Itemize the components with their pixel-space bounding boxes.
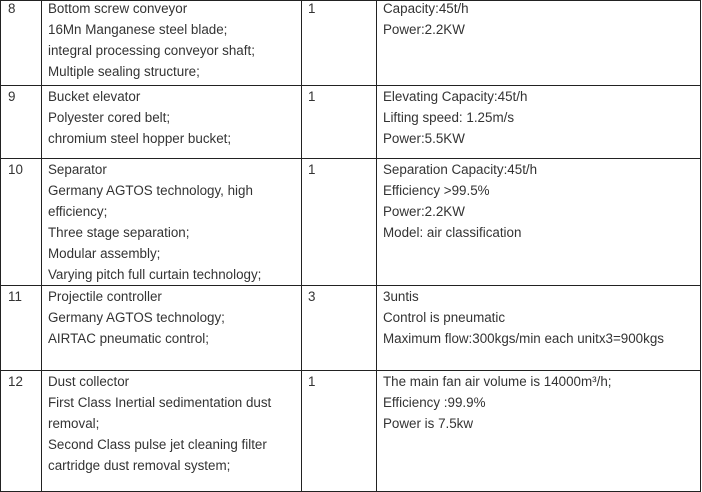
table-row xyxy=(1,286,701,371)
parameter-line: Power is 7.5kw xyxy=(383,416,474,431)
parameter-line: Capacity:45t/h xyxy=(383,1,469,16)
parameters-cell xyxy=(377,86,701,159)
quantity: 1 xyxy=(308,162,316,177)
item-number: 10 xyxy=(8,162,23,177)
parameters-cell xyxy=(377,159,701,286)
parameter-line: 3untis xyxy=(383,289,419,304)
parameters-cell xyxy=(377,1,701,86)
quantity: 1 xyxy=(308,374,316,389)
description-line: Polyester cored belt; xyxy=(48,110,171,125)
quantity-cell xyxy=(302,86,377,159)
parameter-line: The main fan air volume is 14000m³/h; xyxy=(383,374,612,389)
item-number-cell xyxy=(1,1,42,86)
parameter-line: Elevating Capacity:45t/h xyxy=(383,89,528,104)
parameters-cell xyxy=(377,286,701,371)
description-cell xyxy=(42,86,302,159)
description-line: chromium steel hopper bucket; xyxy=(48,131,232,146)
quantity-cell xyxy=(302,1,377,86)
description-line: removal; xyxy=(48,416,100,431)
quantity-cell xyxy=(302,371,377,492)
parameter-line: Efficiency >99.5% xyxy=(383,183,490,198)
parameter-line: Power:2.2KW xyxy=(383,204,465,219)
description-cell xyxy=(42,1,302,86)
parameter-line: Power:5.5KW xyxy=(383,131,465,146)
description-line: Modular assembly; xyxy=(48,246,161,261)
description-line: Dust collector xyxy=(48,374,130,389)
description-cell xyxy=(42,371,302,492)
description-line: Separator xyxy=(48,162,107,177)
description-line: Projectile controller xyxy=(48,289,162,304)
description-cell xyxy=(42,286,302,371)
parameter-line: Model: air classification xyxy=(383,225,522,240)
description-line: Bucket elevator xyxy=(48,89,141,104)
item-number: 12 xyxy=(8,374,23,389)
quantity: 3 xyxy=(308,289,316,304)
description-line: Germany AGTOS technology; xyxy=(48,310,225,325)
table-row xyxy=(1,86,701,159)
description-line: Three stage separation; xyxy=(48,225,190,240)
quantity-cell xyxy=(302,159,377,286)
parameter-line: Power:2.2KW xyxy=(383,22,465,37)
quantity-cell xyxy=(302,286,377,371)
item-number: 11 xyxy=(8,289,22,304)
parameter-line: Lifting speed: 1.25m/s xyxy=(383,110,515,125)
table-row xyxy=(1,371,701,492)
description-line: integral processing conveyor shaft; xyxy=(48,43,255,58)
description-line: Varying pitch full curtain technology; xyxy=(48,267,262,282)
description-line: Second Class pulse jet cleaning filter xyxy=(48,437,267,452)
description-line: First Class Inertial sedimentation dust xyxy=(48,395,272,410)
table-row xyxy=(1,159,701,286)
description-cell xyxy=(42,159,302,286)
parameter-line: Separation Capacity:45t/h xyxy=(383,162,538,177)
item-number-cell xyxy=(1,371,42,492)
description-line: Multiple sealing structure; xyxy=(48,64,200,79)
item-number: 9 xyxy=(8,89,16,104)
description-line: efficiency; xyxy=(48,204,108,219)
parameter-line: Control is pneumatic xyxy=(383,310,506,325)
parameter-line: Maximum flow:300kgs/min each unitx3=900kgs xyxy=(383,331,664,346)
quantity: 1 xyxy=(308,1,316,16)
quantity: 1 xyxy=(308,89,316,104)
description-line: 16Mn Manganese steel blade; xyxy=(48,22,228,37)
item-number: 8 xyxy=(8,1,16,16)
parameters-cell xyxy=(377,371,701,492)
parameter-line: Efficiency :99.9% xyxy=(383,395,486,410)
description-line: Germany AGTOS technology, high xyxy=(48,183,253,198)
item-number-cell xyxy=(1,159,42,286)
item-number-cell xyxy=(1,86,42,159)
item-number-cell xyxy=(1,286,42,371)
description-line: cartridge dust removal system; xyxy=(48,458,231,473)
table-row xyxy=(1,1,701,86)
description-line: Bottom screw conveyor xyxy=(48,1,188,16)
description-line: AIRTAC pneumatic control; xyxy=(48,331,210,346)
